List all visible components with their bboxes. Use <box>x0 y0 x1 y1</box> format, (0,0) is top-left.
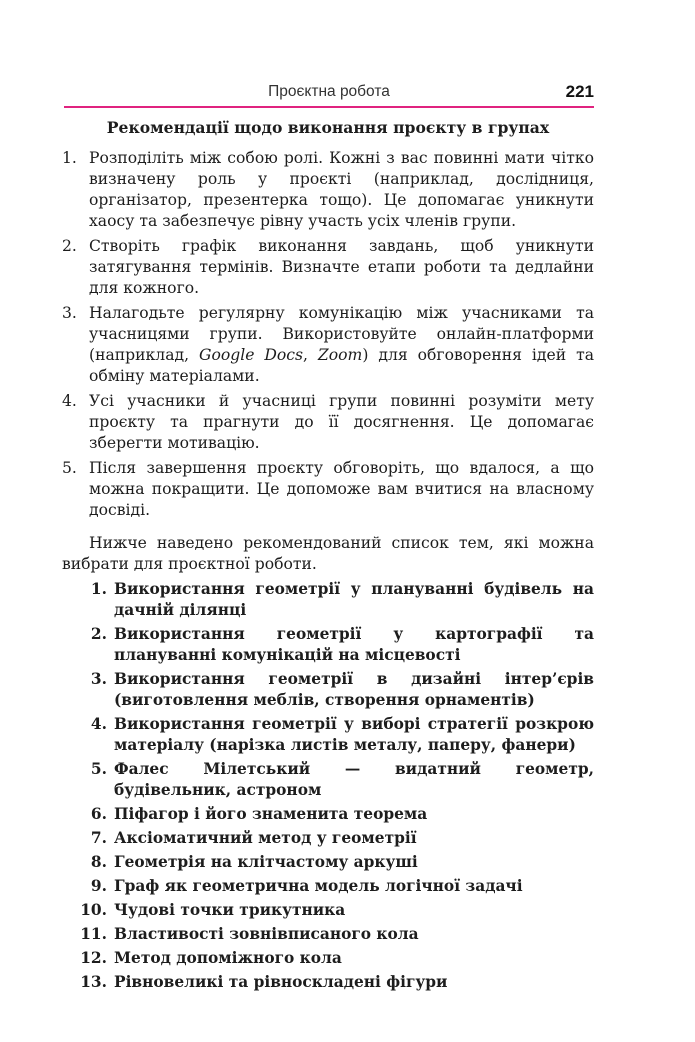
list-number: 5. <box>62 459 77 477</box>
topic-text: Використання геометрії у плануванні будівель на дачній ділянці <box>114 580 594 619</box>
list-item-text: Розподіліть між собою ролі. Кожні з вас повинні мати чітко визначену роль у проєкті (наприклад, дослідниця, організатор, презентерка тощо). Це допомагає уникнути хаосу та забезпечує рівну участь усіх членів групи. <box>89 149 594 230</box>
list-item-text <box>89 304 594 385</box>
topic-item <box>62 900 594 921</box>
section-heading: Рекомендації щодо виконання проєкту в групах <box>106 118 550 137</box>
topics-list <box>62 579 594 993</box>
topic-text: Використання геометрії в дизайні інтер’єрів (виготовлення меблів, створення орнаментів) <box>114 670 594 709</box>
page-content <box>62 117 594 996</box>
topic-number: 12. <box>80 949 107 967</box>
page-header <box>64 80 594 106</box>
text-segment: Налагодьте регулярну комунікацію між учасниками та учасницями групи. Використовуйте онлайн-платформи (наприклад, <box>89 304 594 364</box>
topic-number: 6. <box>90 805 107 823</box>
list-item <box>62 391 594 454</box>
topic-text: Геометрія на клітчастому аркуші <box>114 853 418 871</box>
running-title: Проєктна робота <box>268 83 390 100</box>
topic-text: Рівновеликі та рівноскладені фігури <box>114 973 448 991</box>
topic-text: Метод допоміжного кола <box>114 949 342 967</box>
platform-name: Google Docs <box>199 346 304 364</box>
topic-number: 7. <box>90 829 107 847</box>
text-separator: , <box>303 346 318 364</box>
text-segment: ) для обговорення ідей та обміну матеріалами. <box>89 346 595 385</box>
topic-item <box>62 804 594 825</box>
topic-text: Чудові точки трикутника <box>114 901 346 919</box>
topics-intro: Нижче наведено рекомендований список тем, які можна вибрати для проєктної роботи. <box>62 534 594 573</box>
topic-text: Властивості зовнівписаного кола <box>114 925 419 943</box>
topic-item <box>62 852 594 873</box>
list-number: 3. <box>62 304 77 322</box>
topic-text: Фалес Мілетський — видатний геометр, будівельник, астроном <box>114 760 594 799</box>
recommendations-list <box>62 148 594 521</box>
list-item-text: Створіть графік виконання завдань, щоб уникнути затягування термінів. Визначте етапи роботи та дедлайни для кожного. <box>89 237 594 297</box>
list-item <box>62 148 594 232</box>
topic-text: Граф як геометрична модель логічної задачі <box>114 877 523 895</box>
topic-number: 13. <box>80 973 107 991</box>
topic-item <box>62 759 594 801</box>
list-item <box>62 303 594 387</box>
header-divider <box>64 106 594 108</box>
topic-item <box>62 876 594 897</box>
topic-number: 5. <box>90 760 107 778</box>
page-number: 221 <box>565 82 594 101</box>
topic-item <box>62 924 594 945</box>
topic-number: 1. <box>90 580 107 598</box>
list-item <box>62 236 594 299</box>
topic-number: 11. <box>80 925 107 943</box>
list-item-text: Після завершення проєкту обговоріть, що вдалося, а що можна покращити. Це допоможе вам вчитися на власному досвіді. <box>89 459 594 519</box>
topic-text: Використання геометрії у картографії та плануванні комунікацій на місцевості <box>114 625 594 664</box>
list-number: 2. <box>62 237 77 255</box>
topic-item <box>62 948 594 969</box>
platform-name: Zoom <box>317 346 363 364</box>
topic-number: 2. <box>90 625 107 643</box>
topic-number: 3. <box>90 670 107 688</box>
topic-number: 9. <box>90 877 107 895</box>
topic-number: 8. <box>90 853 107 871</box>
topic-item <box>62 624 594 666</box>
topic-item <box>62 669 594 711</box>
topic-text: Використання геометрії у виборі стратегії розкрою матеріалу (нарізка листів металу, паперу, фанери) <box>114 715 594 754</box>
topic-item <box>62 828 594 849</box>
topic-item <box>62 714 594 756</box>
topic-text: Піфагор і його знаменита теорема <box>114 805 428 823</box>
topic-text: Аксіоматичний метод у геометрії <box>114 829 417 847</box>
topic-number: 10. <box>80 901 107 919</box>
topic-number: 4. <box>90 715 107 733</box>
topic-item <box>62 579 594 621</box>
list-number: 4. <box>62 392 77 410</box>
list-item-text: Усі учасники й учасниці групи повинні розуміти мету проєкту та прагнути до її досягнення. Це допомагає зберегти мотивацію. <box>89 392 594 452</box>
list-number: 1. <box>62 149 77 167</box>
topic-item <box>62 972 594 993</box>
list-item <box>62 458 594 521</box>
